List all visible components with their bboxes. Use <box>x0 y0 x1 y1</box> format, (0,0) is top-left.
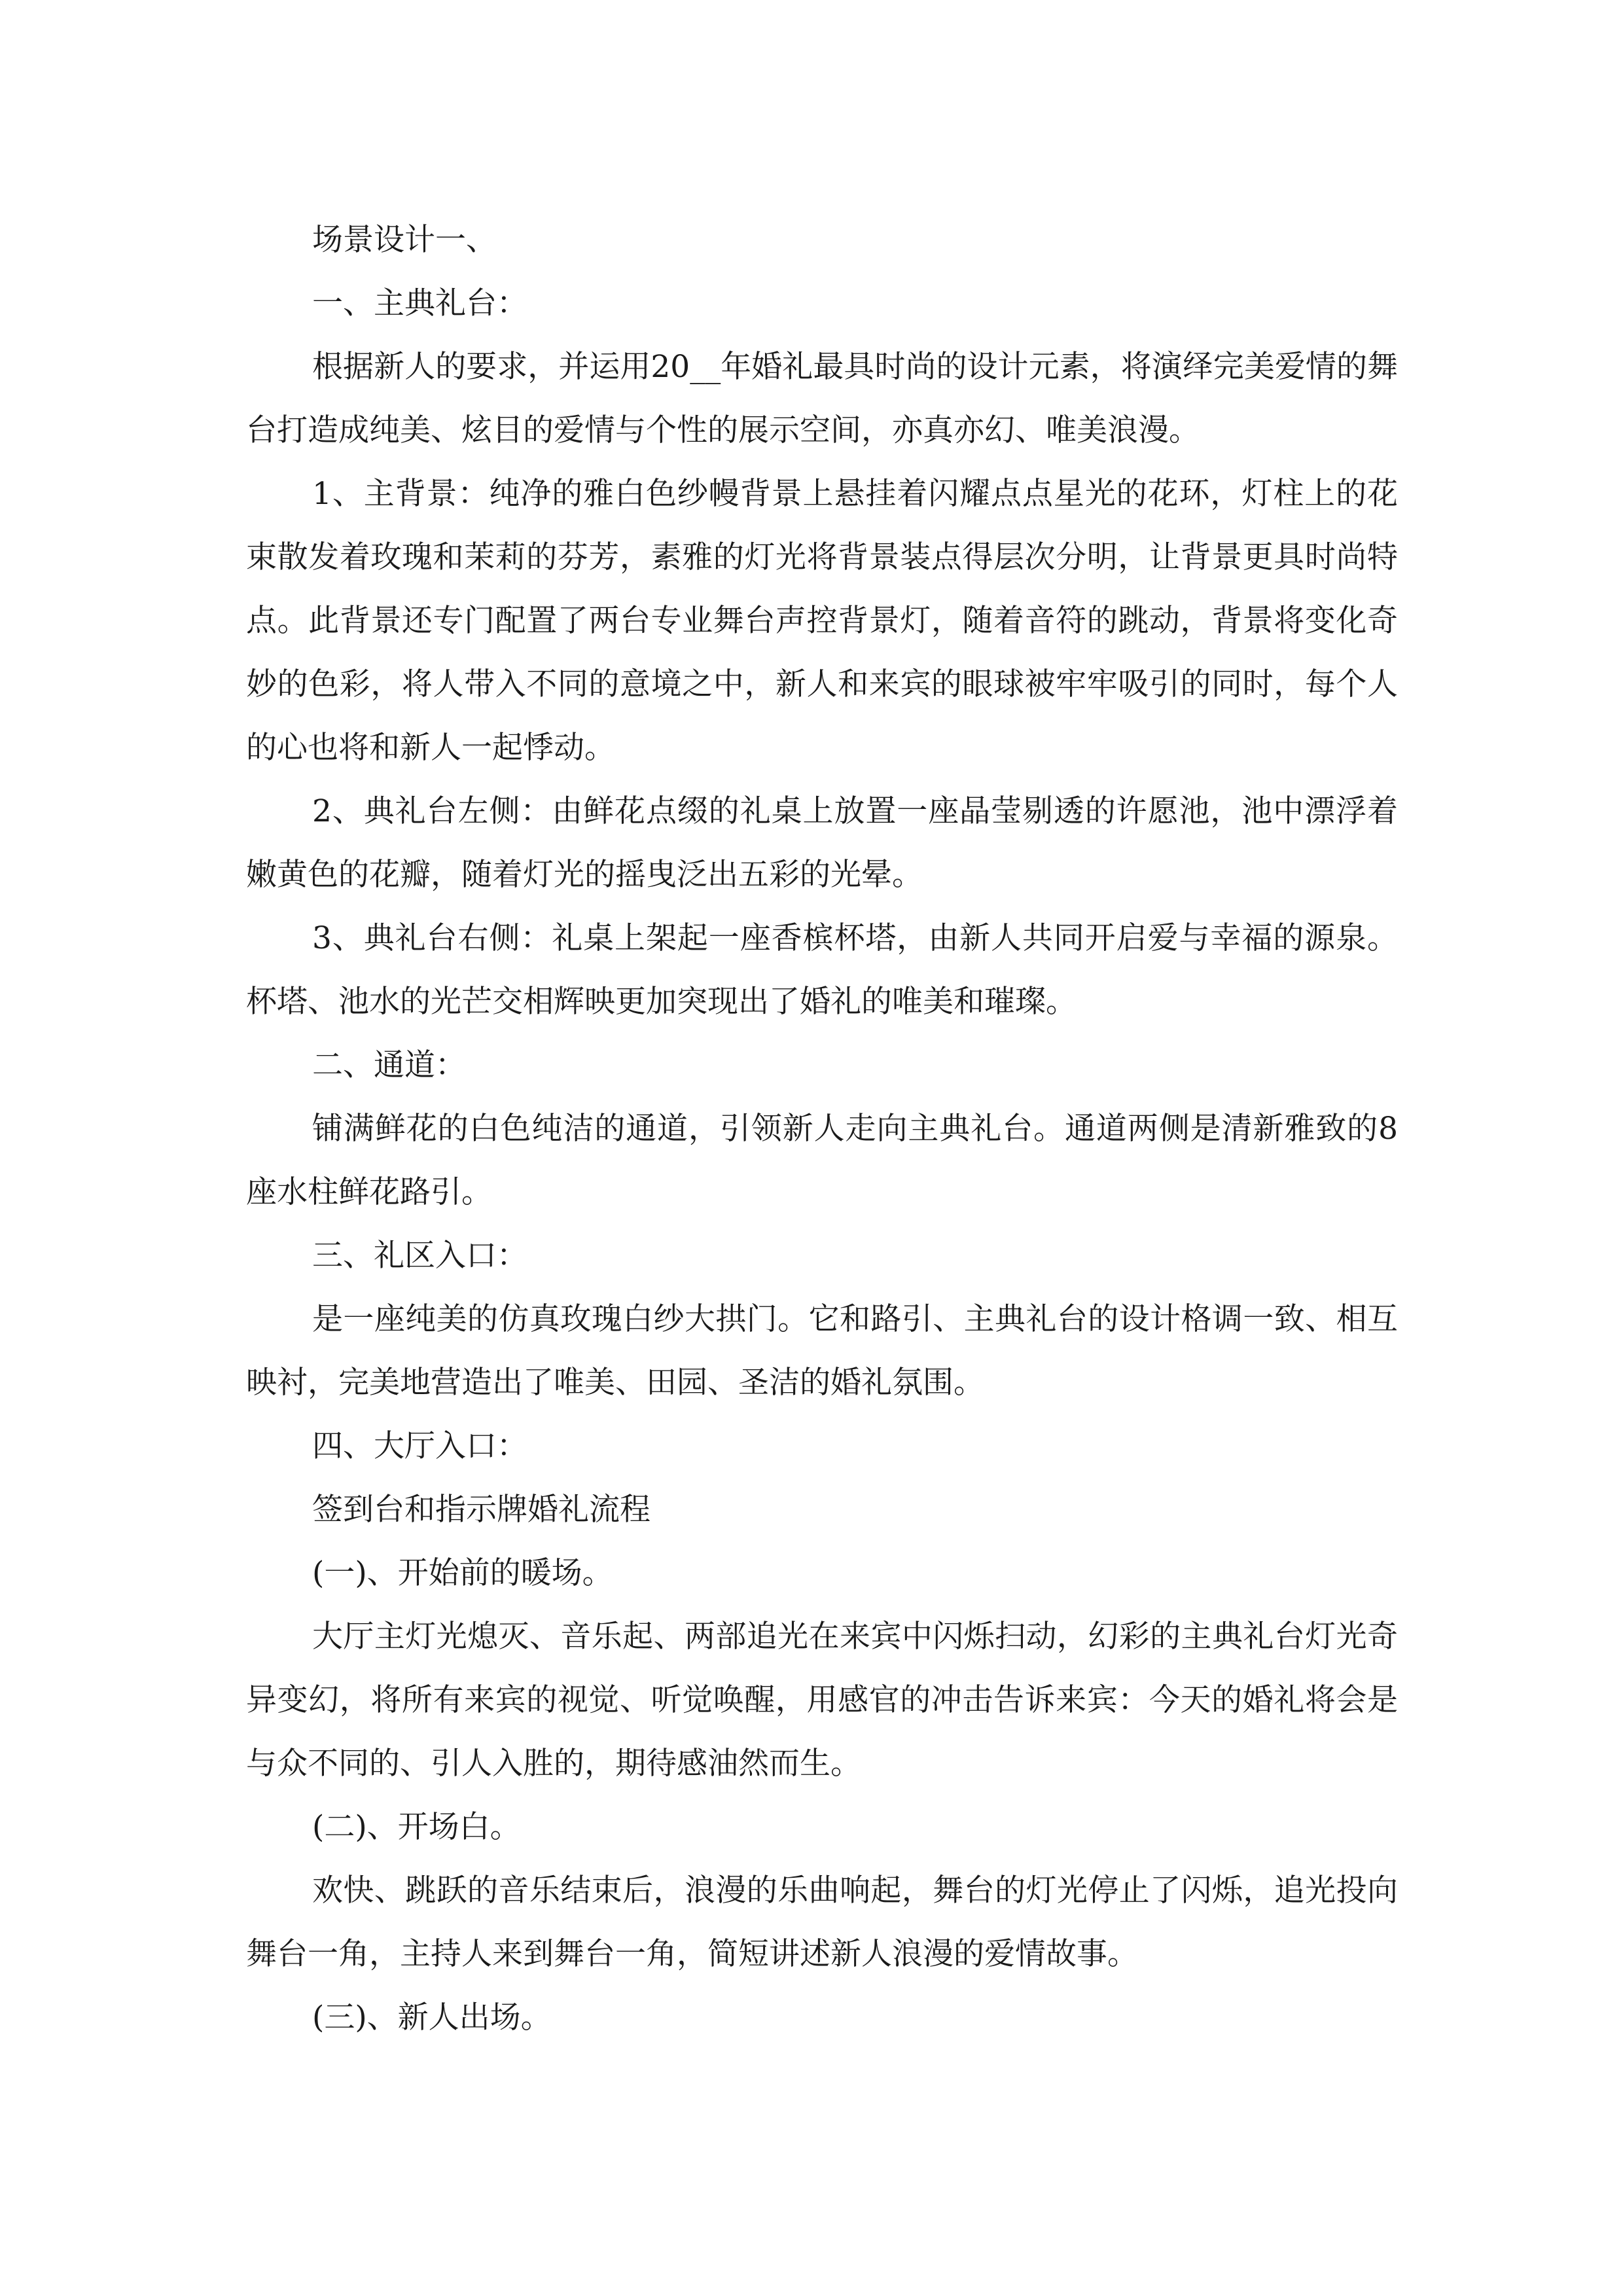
paragraph: 3、典礼台右侧：礼桌上架起一座香槟杯塔，由新人共同开启爱与幸福的源泉。杯塔、池水的光芒交相辉映更加突现出了婚礼的唯美和璀璨。 <box>246 920 1398 1020</box>
document-page <box>246 208 1398 2049</box>
heading-aisle: 二、通道： <box>312 1047 466 1083</box>
paragraph: 欢快、跳跃的音乐结束后，浪漫的乐曲响起，舞台的灯光停止了闪烁，追光投向舞台一角，主持人来到舞台一角，简短讲述新人浪漫的爱情故事。 <box>246 1873 1398 1972</box>
heading-opening: (二)、开场白。 <box>312 1809 521 1845</box>
heading-ceremony-entrance: 三、礼区入口： <box>312 1238 527 1274</box>
paragraph: 根据新人的要求，并运用20__年婚礼最具时尚的设计元素，将演绎完美爱情的舞台打造成纯美、炫目的爱情与个性的展示空间，亦真亦幻、唯美浪漫。 <box>246 349 1398 448</box>
paragraph: 1、主背景：纯净的雅白色纱幔背景上悬挂着闪耀点点星光的花环，灯柱上的花束散发着玫瑰和茉莉的芬芳，素雅的灯光将背景装点得层次分明，让背景更具时尚特点。此背景还专门配置了两台专业舞台声控背景灯，随着音符的跳动，背景将变化奇妙的色彩，将人带入不同的意境之中，新人和来宾的眼球被牢牢吸引的同时，每个人的心也将和新人一起悸动。 <box>246 476 1398 766</box>
heading-warmup: (一)、开始前的暖场。 <box>312 1555 613 1591</box>
heading-hall-entrance: 四、大厅入口： <box>312 1428 527 1464</box>
paragraph: 铺满鲜花的白色纯洁的通道，引领新人走向主典礼台。通道两侧是清新雅致的8座水柱鲜花路引。 <box>246 1111 1398 1210</box>
paragraph: 大厅主灯光熄灭、音乐起、两部追光在来宾中闪烁扫动，幻彩的主典礼台灯光奇异变幻，将所有来宾的视觉、听觉唤醒，用感官的冲击告诉来宾：今天的婚礼将会是与众不同的、引人入胜的，期待感油然而生。 <box>246 1619 1398 1782</box>
heading-main-stage: 一、主典礼台： <box>312 285 527 321</box>
section-title: 场景设计一、 <box>312 222 497 258</box>
paragraph: 2、典礼台左侧：由鲜花点缀的礼桌上放置一座晶莹剔透的许愿池，池中漂浮着嫩黄色的花瓣，随着灯光的摇曳泛出五彩的光晕。 <box>246 793 1398 893</box>
heading-signin-flow: 签到台和指示牌婚礼流程 <box>312 1492 651 1528</box>
paragraph: 是一座纯美的仿真玫瑰白纱大拱门。它和路引、主典礼台的设计格调一致、相互映衬，完美地营造出了唯美、田园、圣洁的婚礼氛围。 <box>246 1301 1398 1401</box>
heading-couple-entrance: (三)、新人出场。 <box>312 2000 552 2036</box>
